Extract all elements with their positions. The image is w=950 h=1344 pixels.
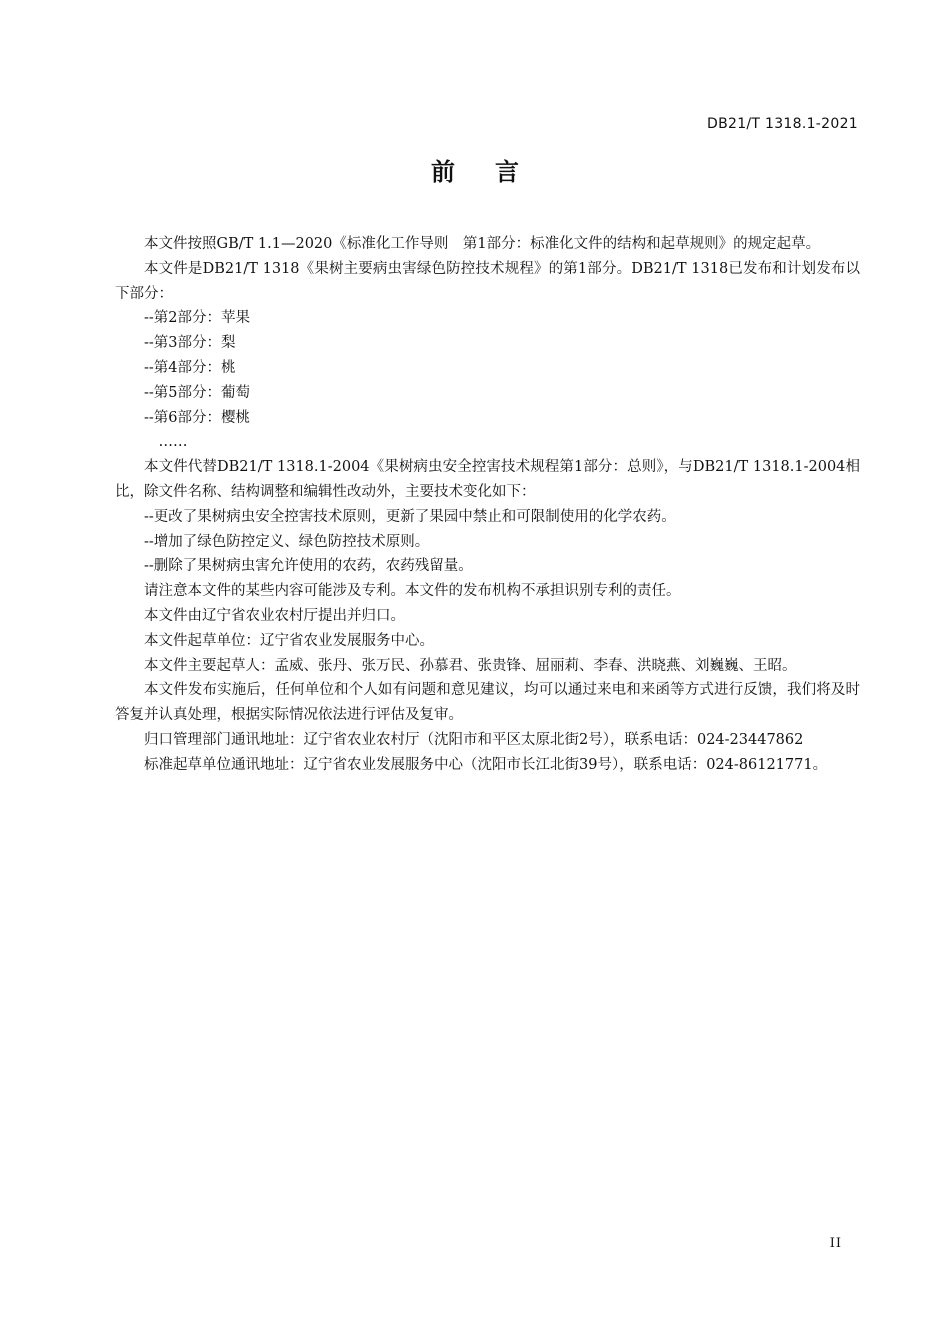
paragraph-contact-admin: 归口管理部门通讯地址：辽宁省农业农村厅（沈阳市和平区太原北街2号），联系电话：024-23447862 xyxy=(144,731,804,748)
page-title: 前言 xyxy=(431,158,559,186)
paragraph-feedback: 本文件发布实施后，任何单位和个人如有问题和意见建议，均可以通过来电和来函等方式进行反馈，我们将及时答复并认真处理，根据实际情况依法进行评估及复审。 xyxy=(115,682,860,724)
list-item-part-2: --第2部分：苹果 xyxy=(144,310,251,327)
list-ellipsis: …… xyxy=(158,434,188,451)
paragraph-drafters: 本文件主要起草人：孟威、张丹、张万民、孙慕君、张贵锋、屈丽莉、李春、洪晓燕、刘巍巍、王昭。 xyxy=(144,657,797,674)
list-item-part-5: --第5部分：葡萄 xyxy=(144,384,251,401)
list-item-change-3: --删除了果树病虫害允许使用的农药，农药残留量。 xyxy=(144,558,473,575)
list-item-change-2: --增加了绿色防控定义、绿色防控技术原则。 xyxy=(144,533,430,550)
page-number: II xyxy=(829,1236,842,1251)
list-item-part-4: --第4部分：桃 xyxy=(144,359,236,376)
paragraph-drafting-unit: 本文件起草单位：辽宁省农业发展服务中心。 xyxy=(144,632,434,649)
list-item-change-1: --更改了果树病虫安全控害技术原则，更新了果园中禁止和可限制使用的化学农药。 xyxy=(144,508,676,525)
paragraph-patent: 请注意本文件的某些内容可能涉及专利。本文件的发布机构不承担识别专利的责任。 xyxy=(144,583,681,600)
list-item-part-3: --第3部分：梨 xyxy=(144,335,236,352)
document-body xyxy=(115,232,860,778)
list-item-part-6: --第6部分：樱桃 xyxy=(144,409,251,426)
paragraph-proposer: 本文件由辽宁省农业农村厅提出并归口。 xyxy=(144,607,405,624)
paragraph-replacement: 本文件代替DB21/T 1318.1-2004《果树病虫安全控害技术规程第1部分：总则》，与DB21/T 1318.1-2004相比，除文件名称、结构调整和编辑性改动外，主要技术变化如下： xyxy=(115,459,860,500)
paragraph-contact-drafter: 标准起草单位通讯地址：辽宁省农业发展服务中心（沈阳市长江北街39号），联系电话：024-86121771。 xyxy=(144,756,828,773)
paragraph-series-intro: 本文件是DB21/T 1318《果树主要病虫害绿色防控技术规程》的第1部分。DB21/T 1318已发布和计划发布以下部分： xyxy=(115,260,860,302)
document-code: DB21/T 1318.1-2021 xyxy=(707,116,858,132)
paragraph-drafting-rules: 本文件按照GB/T 1.1—2020《标准化工作导则 第1部分：标准化文件的结构和起草规则》的规定起草。 xyxy=(144,236,821,252)
